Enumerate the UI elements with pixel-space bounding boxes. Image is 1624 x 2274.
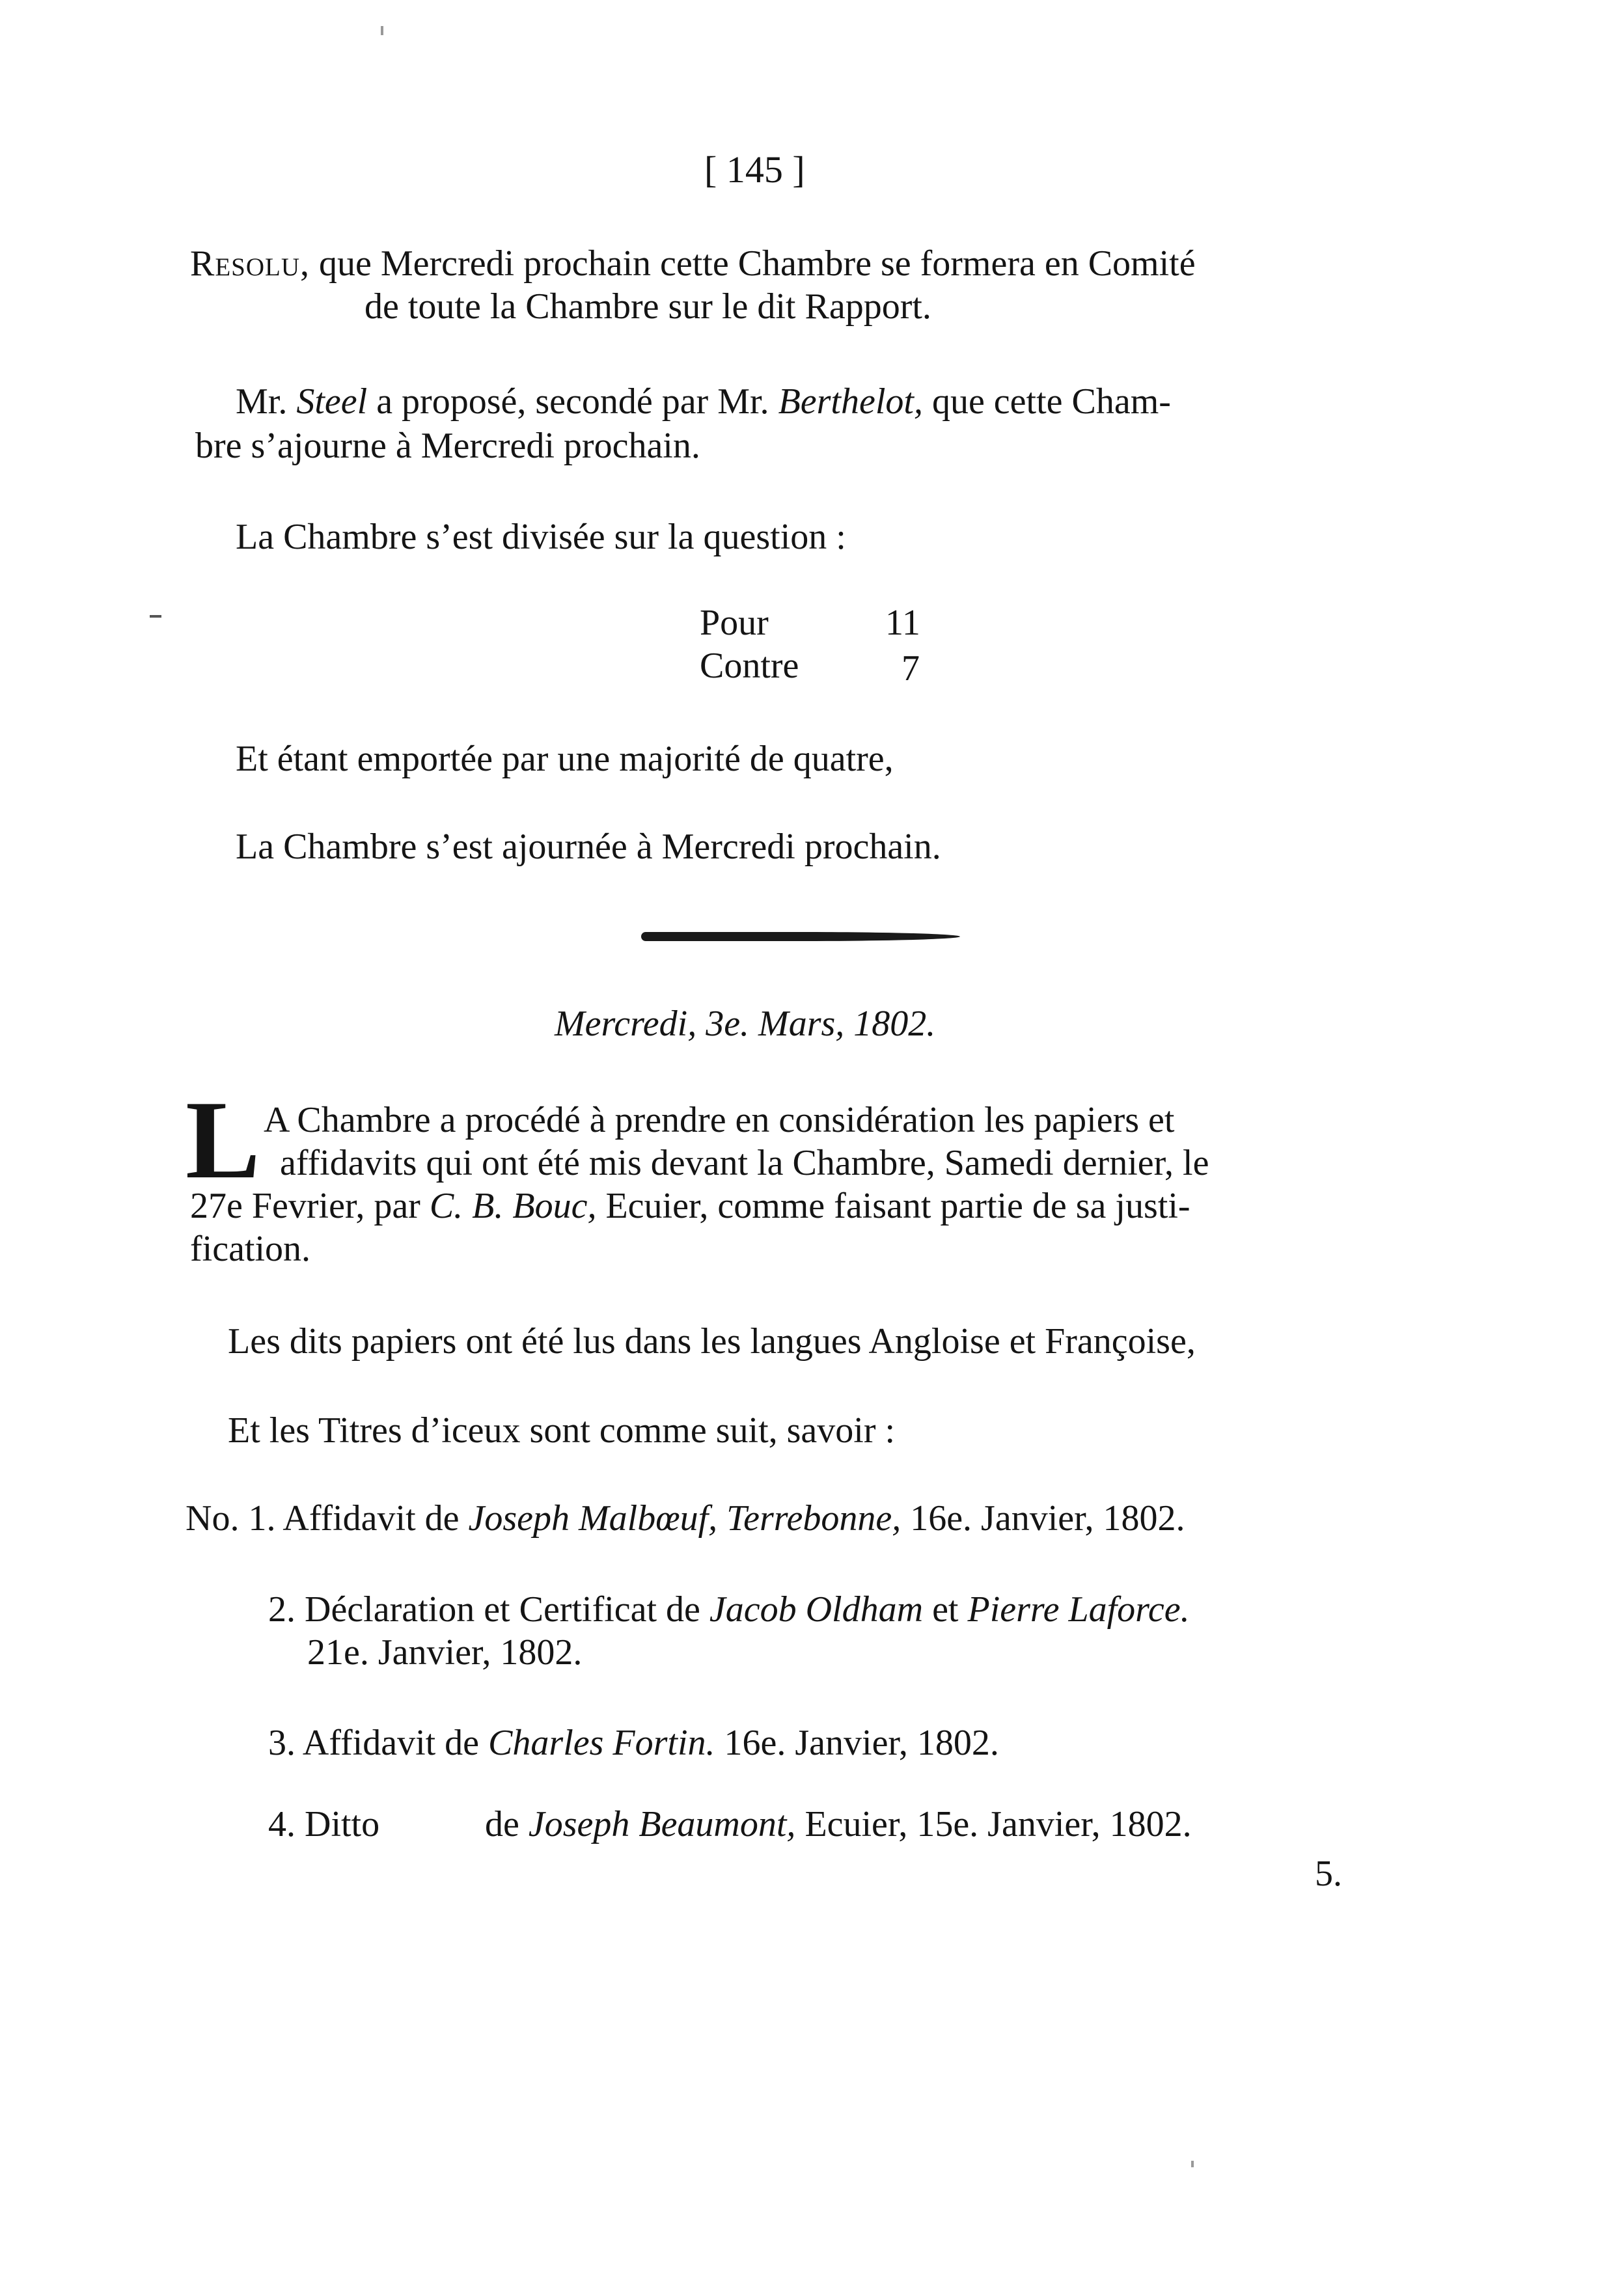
- list-item-3: [268, 1721, 999, 1764]
- paragraph-line-4: fication.: [190, 1229, 311, 1269]
- paragraph-line-3: [190, 1185, 1190, 1227]
- item-name: Joseph Malbœuf, Terrebonne,: [468, 1498, 901, 1539]
- motion-text-b: a proposé, secondé par Mr.: [376, 381, 769, 422]
- paragraph-line-2: affidavits qui ont été mis devant la Chambre, Samedi dernier, le: [280, 1143, 1209, 1183]
- vote-for-label: Pour: [700, 603, 769, 643]
- paragraph-line-3-b: Ecuier, comme faisant partie de sa justi-: [605, 1186, 1190, 1226]
- list-item-4: [268, 1803, 379, 1846]
- resolution-lead: Resolu,: [190, 243, 310, 284]
- resolution-line-1: [190, 242, 1196, 285]
- paragraph-line-1: A Chambre a procédé à prendre en considération les papiers et: [264, 1100, 1175, 1140]
- motion-text-a: Mr.: [236, 381, 288, 422]
- item-text: Déclaration et Certificat de: [305, 1589, 700, 1630]
- item-name: Jacob Oldham: [709, 1589, 924, 1630]
- division-adjourned: La Chambre s’est ajournée à Mercredi prochain.: [236, 827, 941, 867]
- item-text: et: [932, 1589, 959, 1630]
- item-number: No. 1.: [186, 1498, 276, 1539]
- item-name: Joseph Beaumont,: [528, 1804, 796, 1844]
- resolution-line-2: de toute la Chambre sur le dit Rapport.: [365, 286, 931, 327]
- paper-speck: [1191, 2161, 1194, 2167]
- item-text: de: [485, 1804, 519, 1844]
- item-text: Ditto: [305, 1804, 380, 1844]
- motion-mover: Steel: [296, 381, 368, 422]
- paper-speck: [150, 615, 161, 618]
- list-item-2-date: 21e. Janvier, 1802.: [307, 1632, 583, 1673]
- item-number: 4.: [268, 1804, 296, 1844]
- item-number: 3.: [268, 1723, 296, 1763]
- paragraph-name: C. B. Bouc,: [429, 1186, 597, 1226]
- papers-read: Les dits papiers ont été lus dans les langues Angloise et Françoise,: [228, 1321, 1196, 1362]
- motion-seconder: Berthelot,: [778, 381, 923, 422]
- vote-for-count: 11: [885, 603, 920, 643]
- item-text: Affidavit de: [282, 1498, 460, 1539]
- session-date-heading: Mercredi, 3e. Mars, 1802.: [555, 1004, 936, 1044]
- catchword: 5.: [1315, 1854, 1342, 1894]
- division-intro: La Chambre s’est divisée sur la question :: [236, 517, 846, 557]
- list-item-1: [186, 1497, 1185, 1540]
- motion-line-1: [236, 380, 1171, 423]
- resolution-text-1: que Mercredi prochain cette Chambre se formera en Comité: [319, 243, 1196, 284]
- motion-text-c: que cette Cham-: [931, 381, 1171, 422]
- paper-speck: [381, 26, 383, 35]
- item-date: 16e. Janvier, 1802.: [910, 1498, 1185, 1539]
- titles-intro: Et les Titres d’iceux sont comme suit, savoir :: [228, 1410, 896, 1451]
- vote-against-count: 7: [901, 648, 920, 689]
- item-number: 2.: [268, 1589, 296, 1630]
- list-item-2: [268, 1588, 1190, 1631]
- section-divider: [641, 932, 960, 941]
- item-name: Charles Fortin.: [488, 1723, 715, 1763]
- item-date: 16e. Janvier, 1802.: [724, 1723, 999, 1763]
- paragraph-line-3-a: 27e Fevrier, par: [190, 1186, 420, 1226]
- division-carried: Et étant emportée par une majorité de quatre,: [236, 739, 894, 779]
- vote-against-label: Contre: [700, 646, 799, 686]
- drop-cap: L: [186, 1078, 260, 1202]
- motion-line-2: bre s’ajourne à Mercredi prochain.: [195, 426, 700, 466]
- list-item-4-rest: [485, 1803, 1192, 1846]
- item-text: Affidavit de: [302, 1723, 480, 1763]
- page-number: [ 145 ]: [704, 148, 805, 191]
- item-name: Pierre Laforce.: [967, 1589, 1190, 1630]
- item-date: Ecuier, 15e. Janvier, 1802.: [805, 1804, 1192, 1844]
